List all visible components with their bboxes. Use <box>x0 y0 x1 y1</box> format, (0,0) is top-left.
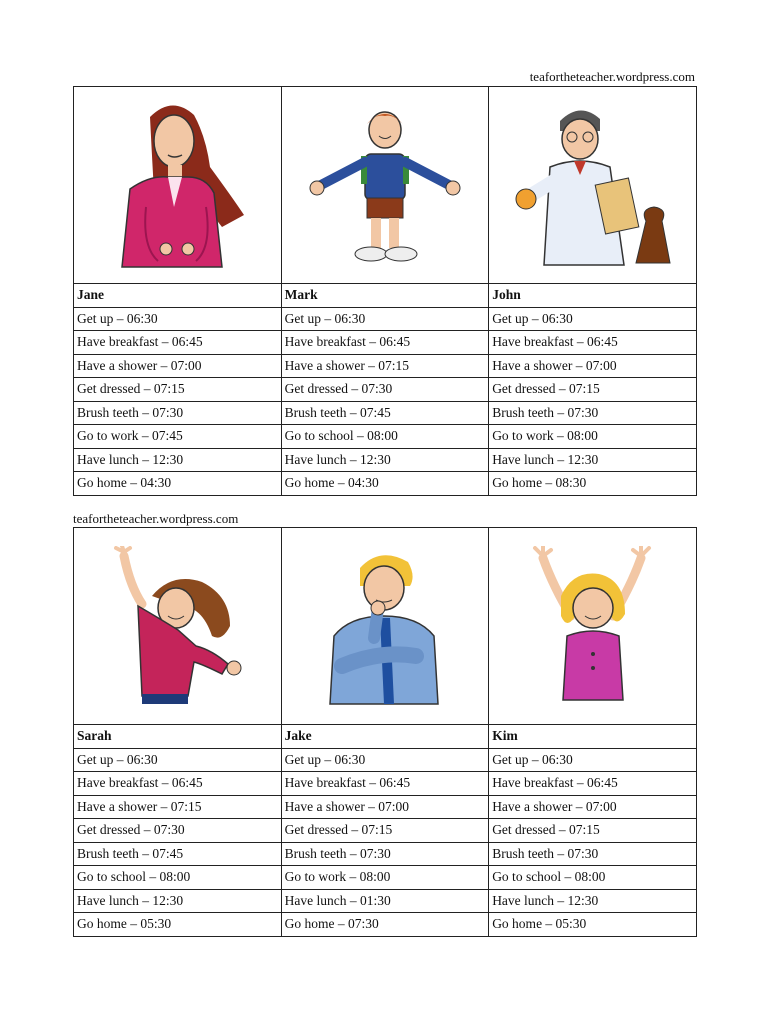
routine-row <box>74 772 697 796</box>
routine-cell: Get up – 06:30 <box>74 307 282 331</box>
routine-row <box>74 748 697 772</box>
credit-top: teafortheteacher.wordpress.com <box>529 69 695 84</box>
routine-cell: Brush teeth – 07:45 <box>74 842 282 866</box>
routine-cell: Get dressed – 07:15 <box>281 819 489 843</box>
boy-with-backpack-icon <box>305 102 465 268</box>
routine-cell: Have lunch – 12:30 <box>74 448 282 472</box>
routine-cell: Have lunch – 12:30 <box>74 889 282 913</box>
routine-cell: Get dressed – 07:30 <box>74 819 282 843</box>
names-row <box>74 284 697 308</box>
routine-cell: Go to work – 08:00 <box>281 866 489 890</box>
routine-cell: Go home – 05:30 <box>74 913 282 937</box>
routine-cell: Have breakfast – 06:45 <box>489 772 697 796</box>
routine-cell: Go to work – 07:45 <box>74 425 282 449</box>
routine-cell: Have a shower – 07:00 <box>489 354 697 378</box>
routine-row <box>74 866 697 890</box>
routine-row <box>74 842 697 866</box>
thinking-man-icon <box>320 546 450 706</box>
routine-cell: Brush teeth – 07:30 <box>489 401 697 425</box>
person-name: Kim <box>489 725 697 749</box>
picture-cell <box>489 87 697 284</box>
routine-row <box>74 354 697 378</box>
routine-cell: Get dressed – 07:15 <box>489 819 697 843</box>
routine-cell: Have a shower – 07:00 <box>281 795 489 819</box>
routine-cell: Have breakfast – 06:45 <box>74 772 282 796</box>
routine-cell: Go home – 04:30 <box>74 472 282 496</box>
picture-cell <box>281 87 489 284</box>
routine-cell: Brush teeth – 07:30 <box>74 401 282 425</box>
routine-cell: Have breakfast – 06:45 <box>281 331 489 355</box>
waving-girl-icon <box>102 546 252 706</box>
routine-row <box>74 425 697 449</box>
credit-middle: teafortheteacher.wordpress.com <box>73 511 239 526</box>
person-name: Jane <box>74 284 282 308</box>
person-name: Jake <box>281 725 489 749</box>
routine-cell: Get up – 06:30 <box>281 307 489 331</box>
routine-cell: Get up – 06:30 <box>489 307 697 331</box>
routine-row <box>74 401 697 425</box>
routine-row <box>74 307 697 331</box>
cheering-girl-icon <box>527 546 657 706</box>
routine-row <box>74 819 697 843</box>
routine-cell: Get up – 06:30 <box>489 748 697 772</box>
person-name: Mark <box>281 284 489 308</box>
routine-table-2 <box>73 527 697 937</box>
routine-cell: Go to work – 08:00 <box>489 425 697 449</box>
routine-cell: Have a shower – 07:00 <box>74 354 282 378</box>
routine-cell: Go to school – 08:00 <box>281 425 489 449</box>
routine-cell: Have lunch – 12:30 <box>489 889 697 913</box>
routine-cell: Go home – 05:30 <box>489 913 697 937</box>
routine-table-1 <box>73 86 697 496</box>
routine-cell: Get up – 06:30 <box>281 748 489 772</box>
pictures-row <box>74 87 697 284</box>
routine-cell: Get dressed – 07:15 <box>74 378 282 402</box>
routine-cell: Go home – 04:30 <box>281 472 489 496</box>
routine-cell: Have lunch – 12:30 <box>281 448 489 472</box>
routine-row <box>74 913 697 937</box>
picture-cell <box>74 528 282 725</box>
routine-cell: Go home – 08:30 <box>489 472 697 496</box>
routine-row <box>74 795 697 819</box>
picture-cell <box>489 528 697 725</box>
picture-cell <box>74 87 282 284</box>
routine-cell: Get up – 06:30 <box>74 748 282 772</box>
person-name: John <box>489 284 697 308</box>
routine-cell: Have a shower – 07:15 <box>74 795 282 819</box>
woman-in-pink-jacket-icon <box>102 97 252 273</box>
routine-row <box>74 448 697 472</box>
routine-cell: Have lunch – 12:30 <box>489 448 697 472</box>
person-name: Sarah <box>74 725 282 749</box>
routine-cell: Have breakfast – 06:45 <box>281 772 489 796</box>
routine-row <box>74 378 697 402</box>
routine-row <box>74 889 697 913</box>
routine-cell: Have a shower – 07:15 <box>281 354 489 378</box>
routine-cell: Brush teeth – 07:30 <box>489 842 697 866</box>
names-row <box>74 725 697 749</box>
doctor-icon <box>504 101 680 269</box>
routine-cell: Have lunch – 01:30 <box>281 889 489 913</box>
routine-row <box>74 472 697 496</box>
picture-cell <box>281 528 489 725</box>
routine-cell: Have breakfast – 06:45 <box>74 331 282 355</box>
routine-cell: Get dressed – 07:30 <box>281 378 489 402</box>
routine-cell: Go home – 07:30 <box>281 913 489 937</box>
routine-cell: Brush teeth – 07:45 <box>281 401 489 425</box>
routine-cell: Go to school – 08:00 <box>489 866 697 890</box>
routine-cell: Go to school – 08:00 <box>74 866 282 890</box>
routine-cell: Brush teeth – 07:30 <box>281 842 489 866</box>
pictures-row <box>74 528 697 725</box>
routine-row <box>74 331 697 355</box>
routine-cell: Have a shower – 07:00 <box>489 795 697 819</box>
routine-cell: Have breakfast – 06:45 <box>489 331 697 355</box>
routine-cell: Get dressed – 07:15 <box>489 378 697 402</box>
